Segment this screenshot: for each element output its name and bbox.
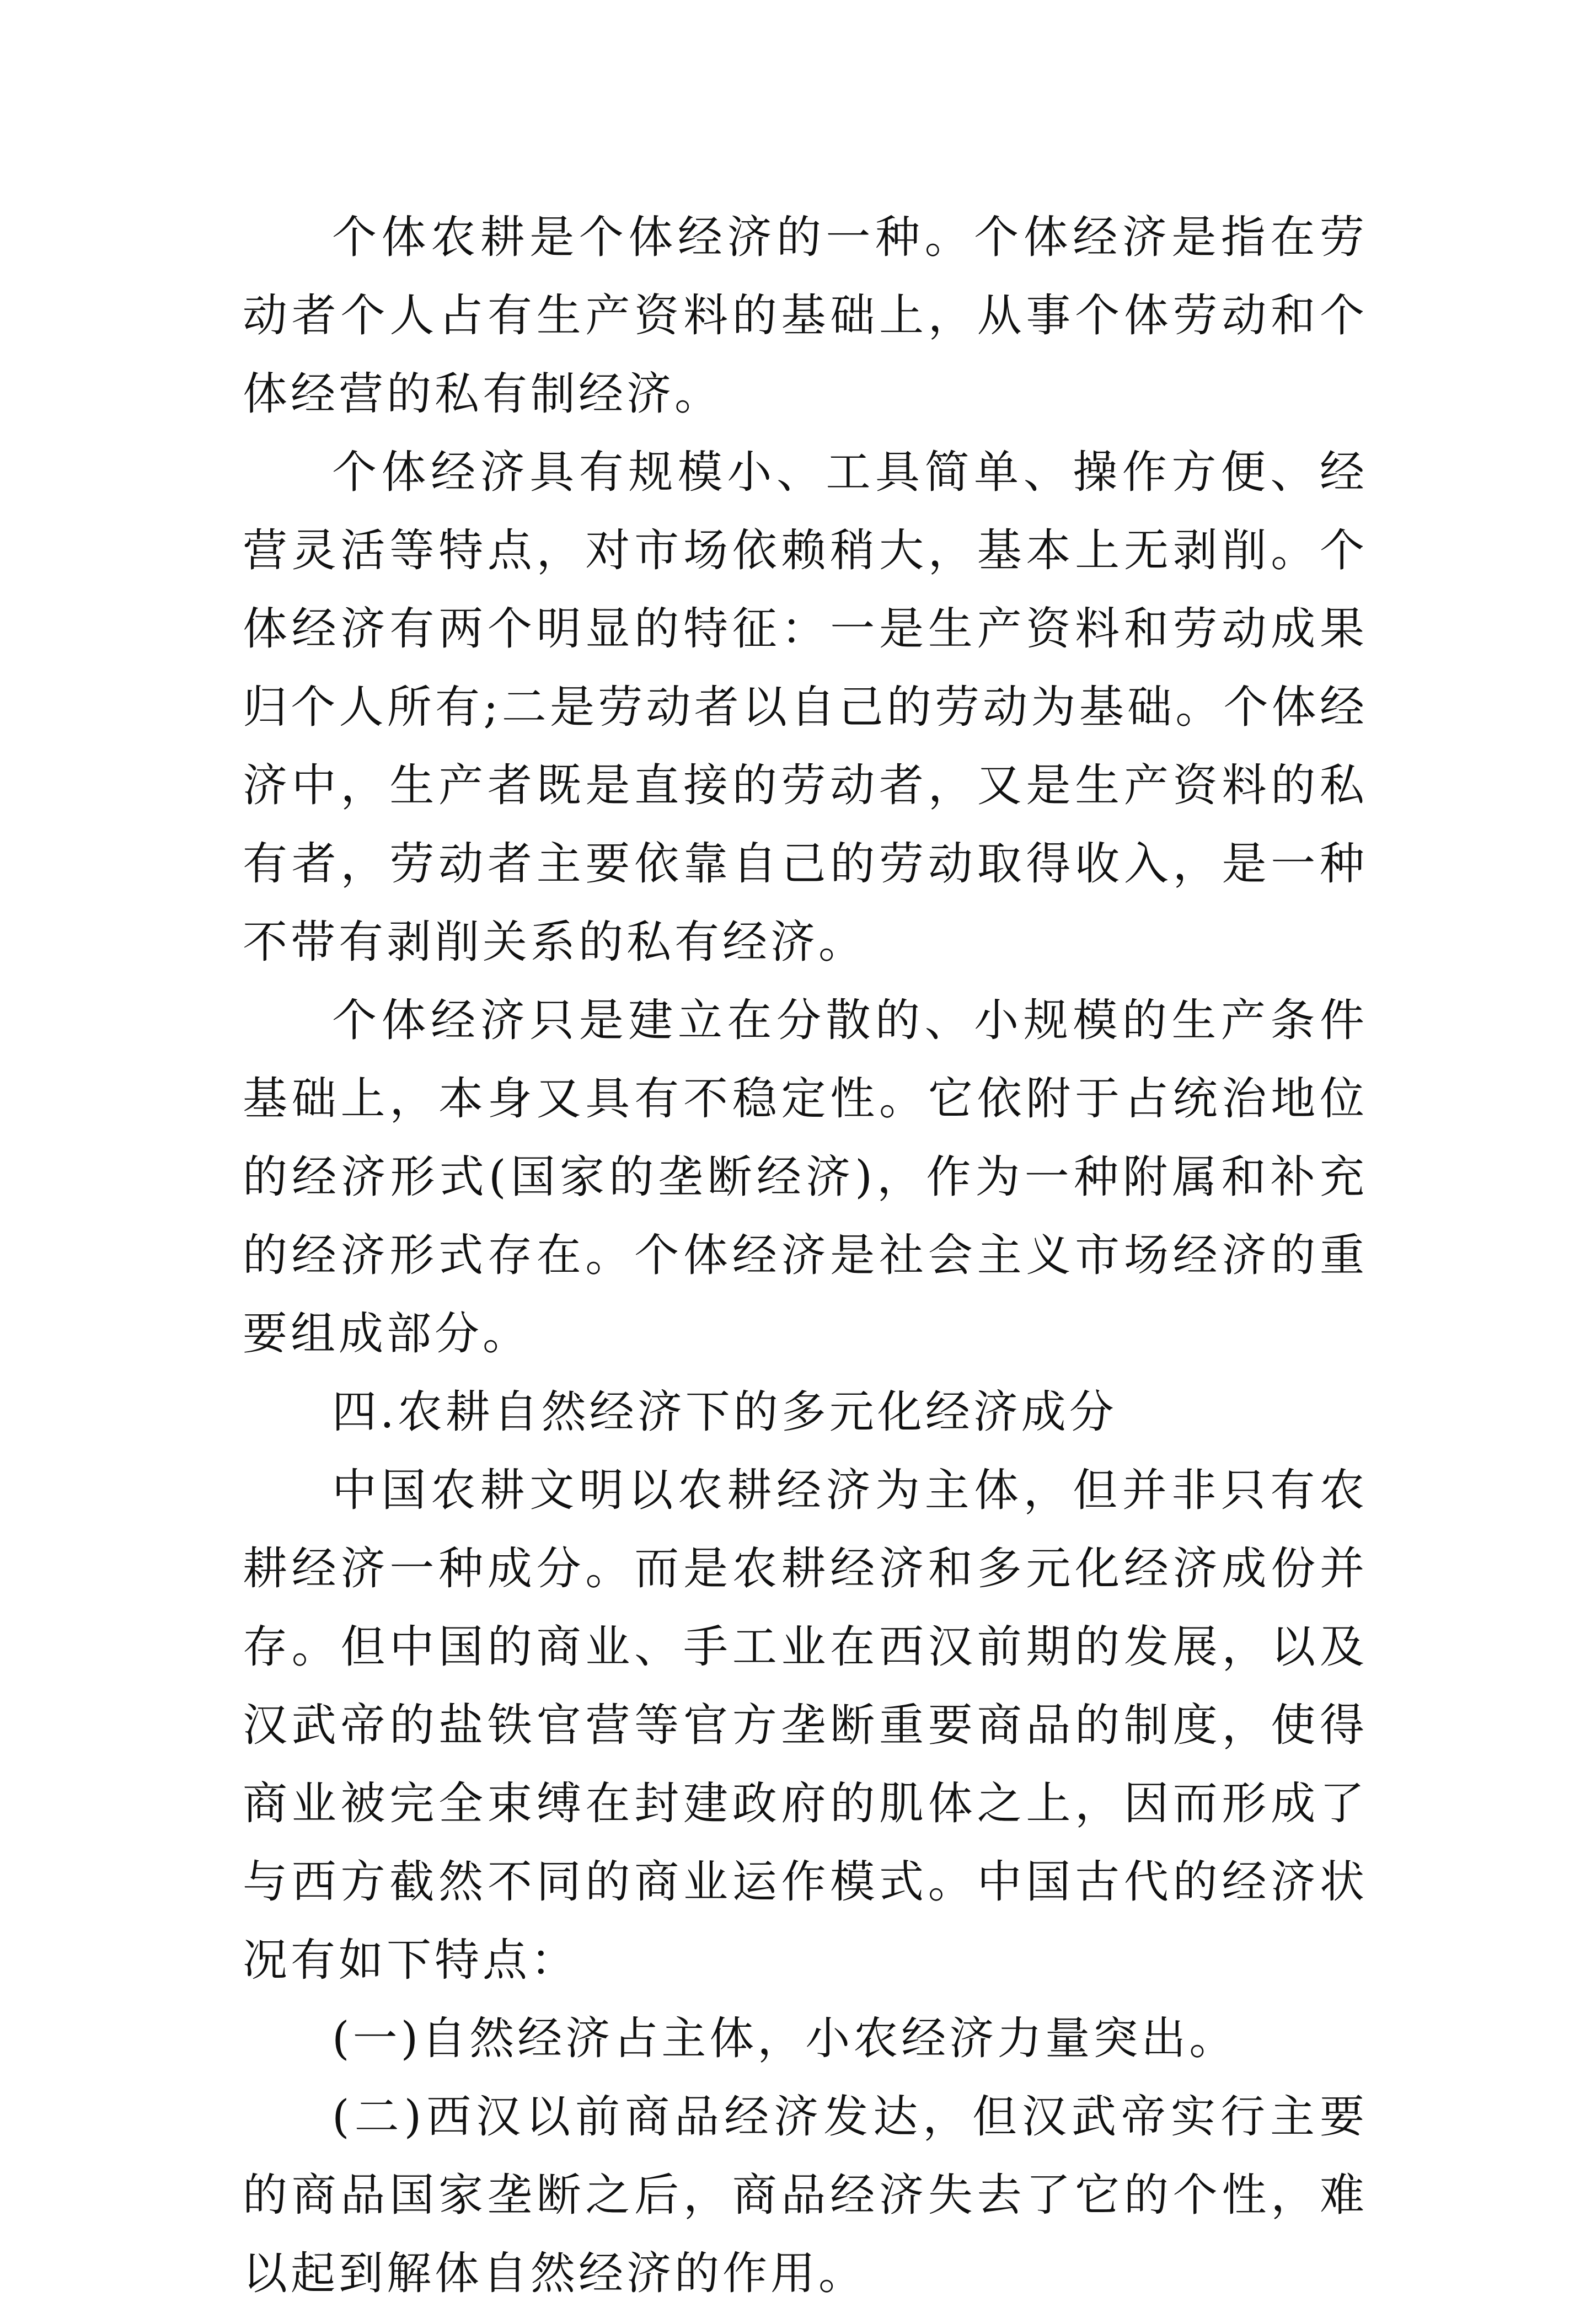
section-heading: 四.农耕自然经济下的多元化经济成分 [332,1386,1117,1438]
paragraph-individual-economy-status: 个体经济只是建立在分散的、小规模的生产条件基础上，本身又具有不稳定性。它依附于占统治地位的经济形式(国家的垄断经济)，作为一种附属和补充的经济形式存在。个体经济是社会主义市场经济的重要组成部分。 [243,995,1368,1360]
document-body [243,199,1368,2313]
paragraph-diversified-economy: 中国农耕文明以农耕经济为主体，但并非只有农耕经济一种成分。而是农耕经济和多元化经济成份并存。但中国的商业、手工业在西汉前期的发展，以及汉武帝的盐铁官营等官方垄断重要商品的制度，使得商业被完全束缚在封建政府的肌体之上，因而形成了与西方截然不同的商业运作模式。中国古代的经济状况有如下特点： [243,1465,1368,1987]
paragraph-individual-economy-characteristics: 个体经济具有规模小、工具简单、操作方便、经营灵活等特点，对市场依赖稍大，基本上无剥削。个体经济有两个明显的特征：一是生产资料和劳动成果归个人所有;二是劳动者以自己的劳动为基础。个体经济中，生产者既是直接的劳动者，又是生产资料的私有者，劳动者主要依靠自己的劳动取得收入，是一种不带有剥削关系的私有经济。 [243,447,1368,968]
list-item-natural-economy: (一)自然经济占主体，小农经济力量突出。 [332,2013,1238,2065]
paragraph-individual-farming-definition: 个体农耕是个体经济的一种。个体经济是指在劳动者个人占有生产资料的基础上，从事个体劳动和个体经营的私有制经济。 [243,212,1368,420]
list-item-commodity-economy: (二)西汉以前商品经济发达，但汉武帝实行主要的商品国家垄断之后，商品经济失去了它的个性，难以起到解体自然经济的作用。 [243,2091,1368,2300]
